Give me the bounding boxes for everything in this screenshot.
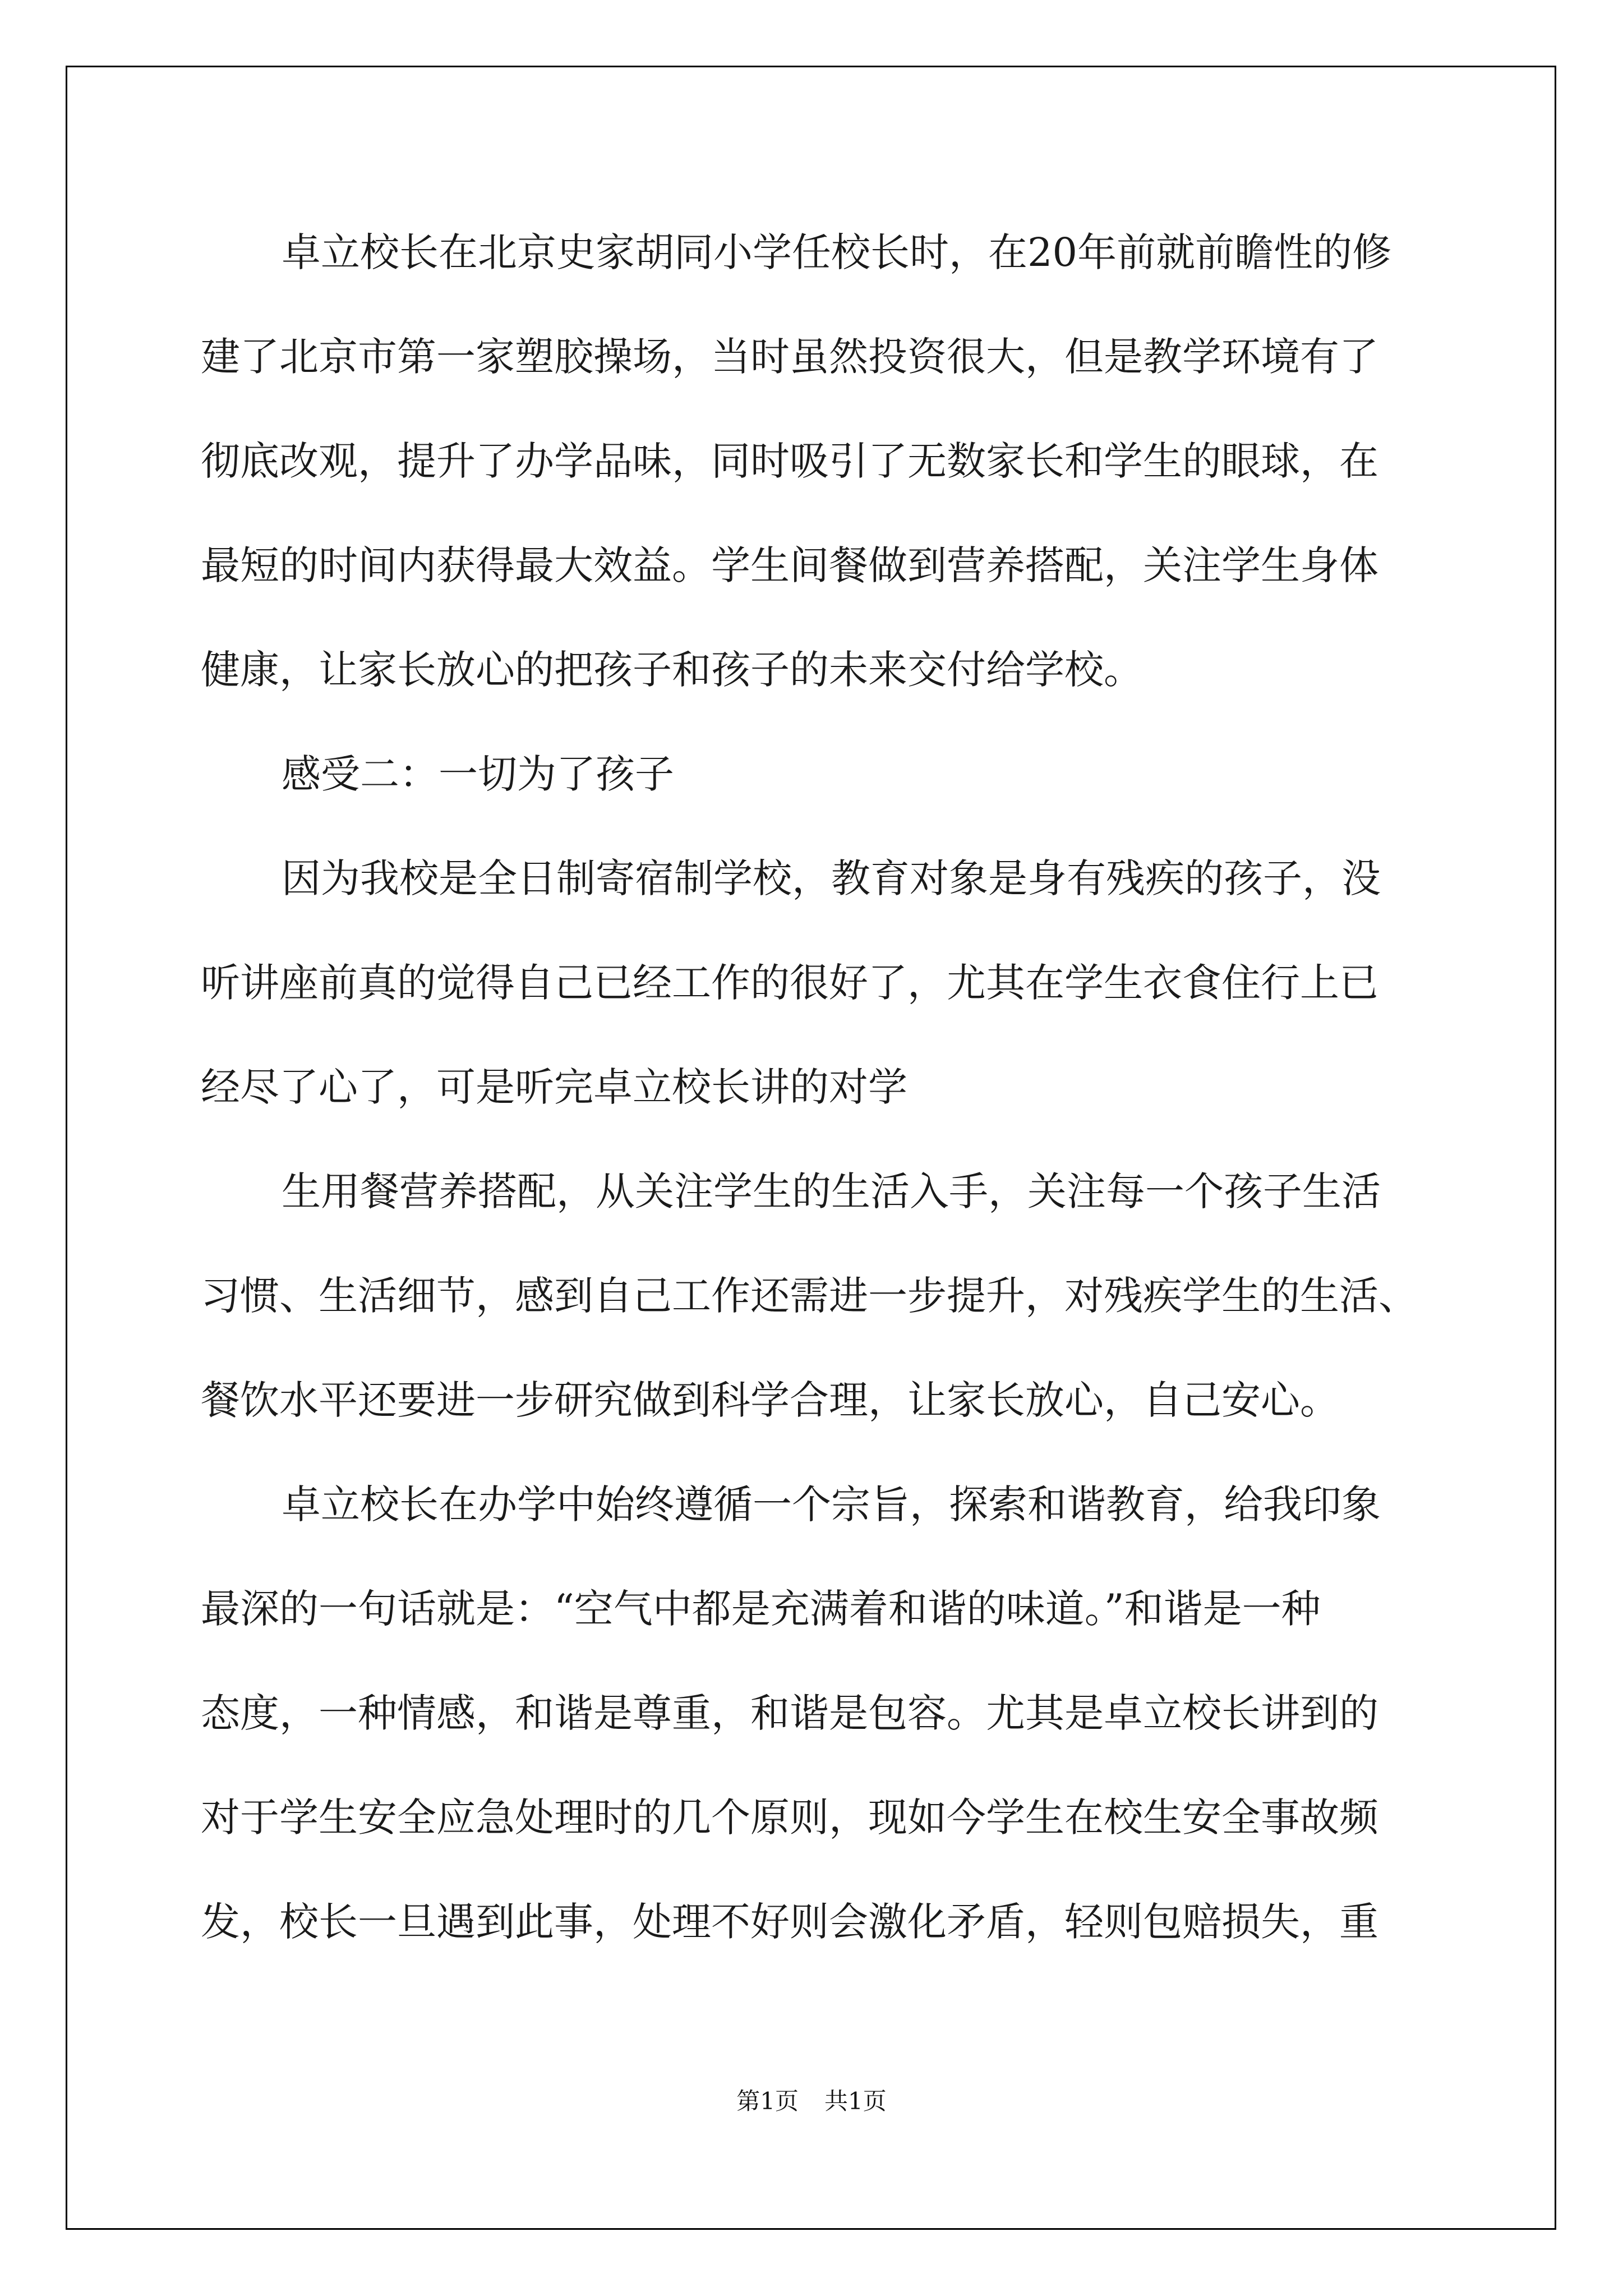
text-line: 卓立校长在北京史家胡同小学任校长时，在20年前就前瞻性的修 [282,229,1392,275]
text-line: 听讲座前真的觉得自己已经工作的很好了，尤其在学生衣食住行上已 [201,960,1378,1006]
text-line: 因为我校是全日制寄宿制学校，教育对象是身有残疾的孩子，没 [282,855,1381,901]
page-total: 共1页 [824,2087,887,2115]
text-line: 卓立校长在办学中始终遵循一个宗旨，探索和谐教育，给我印象 [282,1481,1381,1527]
text-line: 最深的一句话就是：“空气中都是充满着和谐的味道。”和谐是一种 [201,1586,1321,1632]
text-line: 生用餐营养搭配，从关注学生的生活入手，关注每一个孩子生活 [282,1168,1381,1214]
document-body [201,223,1435,1997]
text-line: 建了北京市第一家塑胶操场，当时虽然投资很大，但是教学环境有了 [201,334,1378,380]
text-line: 彻底改观，提升了办学品味，同时吸引了无数家长和学生的眼球，在 [201,438,1378,484]
text-line: 健康，让家长放心的把孩子和孩子的未来交付给学校。 [201,647,1143,693]
text-line: 习惯、生活细节，感到自己工作还需进一步提升，对残疾学生的生活、 [201,1273,1418,1319]
section-heading: 感受二：一切为了孩子 [282,751,674,797]
text-line: 最短的时间内获得最大效益。学生间餐做到营养搭配，关注学生身体 [201,542,1378,588]
page-number: 第1页 [736,2087,799,2115]
text-line: 餐饮水平还要进一步研究做到科学合理，让家长放心，自己安心。 [201,1377,1339,1423]
text-line: 经尽了心了，可是听完卓立校长讲的对学 [201,1064,907,1110]
page-footer [0,2085,1623,2118]
text-line: 发，校长一旦遇到此事，处理不好则会激化矛盾，轻则包赔损失，重 [201,1899,1378,1945]
text-line: 对于学生安全应急处理时的几个原则，现如今学生在校生安全事故频 [201,1795,1378,1841]
text-line: 态度，一种情感，和谐是尊重，和谐是包容。尤其是卓立校长讲到的 [201,1690,1378,1736]
